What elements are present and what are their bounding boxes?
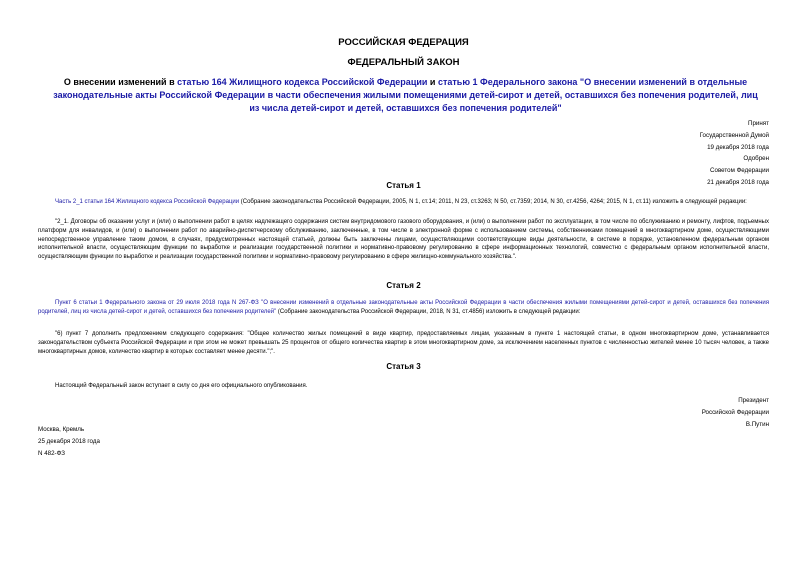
place-date-block [38, 424, 100, 459]
article-1-heading: Статья 1 [386, 181, 421, 190]
adoption-block [609, 118, 769, 189]
article-1-link[interactable]: Часть 2_1 статьи 164 Жилищного кодекса Российской Федерации [55, 199, 240, 205]
signature-block [609, 395, 769, 430]
article-2-quote [38, 330, 769, 356]
title-link-federal-law[interactable]: статью 1 Федерального закона "О внесении изменений в отдельные законодательные акты Российской Федерации в части обеспечения жилыми помещениями детей-сирот и детей, оставшихся без попечения родителей, лиц из числа детей-сирот и детей, оставшихся без попечения родителей" [53, 77, 758, 113]
article-1-text: (Собрание законодательства Российской Федерации, 2005, N 1, ст.14; 2011, N 23, ст.3263; N 50, ст.7359; 2014, N 30, ст.4256, 4264; 2015, N 1, ст.11) изложить в следующей редакции: [239, 199, 747, 205]
adoption-line: 19 декабря 2018 года [707, 143, 769, 151]
article-2-link[interactable]: Пункт 6 статьи 1 Федерального закона от 29 июля 2018 года N 267-ФЗ "О внесении изменений в отдельные законодательные акты Российской Федерации в части обеспечения жилыми помещениями детей-сирот и детей, оставшихся без попечения родителей, лиц из числа детей-сирот и детей, оставшихся без попечения родителей" [38, 300, 769, 315]
article-2-heading: Статья 2 [386, 281, 421, 290]
place: Москва, Кремль [38, 426, 85, 433]
article-3-heading: Статья 3 [386, 362, 421, 371]
article-2-paragraph [38, 299, 769, 317]
article-3-paragraph [38, 382, 769, 391]
adoption-line: 21 декабря 2018 года [707, 178, 769, 186]
article-2-text: (Собрание законодательства Российской Федерации, 2018, N 31, ст.4856) изложить в следующей редакции: [276, 308, 581, 315]
law-title [48, 76, 763, 115]
article-2-quote-text: "6) пункт 7 дополнить предложением следующего содержания: "Общее количество жилых помещений в виде квартир, предоставляемых лицам, указанным в пункте 1 настоящей статьи, в одном многоквартирном доме, устанавливается законодательством субъекта Российской Федерации и при этом не может превышать 25 процентов от общего количества квартир в этом многоквартирном доме, за исключением населенных пунктов с численностью жителей менее 10 тысяч человек, а также многоквартирных домов, количество квартир в которых составляет менее десяти.";". [38, 331, 769, 355]
adoption-line: Советом Федерации [710, 167, 769, 175]
article-1-quote-text: "2_1. Договоры об оказании услуг и (или) о выполнении работ в целях надлежащего содержания систем внутридомового газового оборудования, и (или) о выполнении работ по эксплуатации, в том числе по обслуживанию и ремонту, лифтов, подъемных платформ для инвалидов, и (или) о выполнении работ по аварийно-диспетчерскому обслуживанию, заключенные, в том числе в электронной форме с использованием системы, собственниками помещений в многоквартирном доме, осуществляющими непосредственное управление таким домом, в случаях, предусмотренных настоящей статьей, должны быть заключены лицами, осуществляющими соответствующие виды деятельности, в системе в порядке, установленном федеральным органом исполнительной власти, осуществляющим функции по выработке и реализации государственной политики и нормативно-правовому регулированию в сфере информационных технологий, совместно с федеральным органом исполнительной власти, осуществляющим функции по выработке и реализации государственной политики и нормативно-правовому регулированию в сфере жилищно-коммунального хозяйства.". [38, 219, 769, 261]
title-text-2: и [427, 77, 438, 87]
signature-line: Российской Федерации [701, 408, 769, 416]
article-3-text: Настоящий Федеральный закон вступает в силу со дня его официального опубликования. [55, 383, 308, 389]
signature-name: В.Путин [745, 420, 769, 428]
law-type-heading: ФЕДЕРАЛЬНЫЙ ЗАКОН [347, 57, 460, 68]
country-heading: РОССИЙСКАЯ ФЕДЕРАЦИЯ [338, 37, 469, 48]
law-number: N 482-ФЗ [38, 449, 66, 457]
title-text-1: О внесении изменений в [63, 77, 178, 87]
adoption-line: Принят [748, 120, 769, 127]
title-link-housing-code[interactable]: статью 164 Жилищного кодекса Российской Федерации [177, 77, 428, 87]
signing-date: 25 декабря 2018 года [38, 437, 100, 445]
adoption-line: Одобрен [743, 155, 769, 163]
signature-line: Президент [738, 397, 769, 404]
article-1-quote [38, 218, 769, 262]
article-1-paragraph [38, 198, 769, 207]
adoption-line: Государственной Думой [699, 131, 769, 139]
